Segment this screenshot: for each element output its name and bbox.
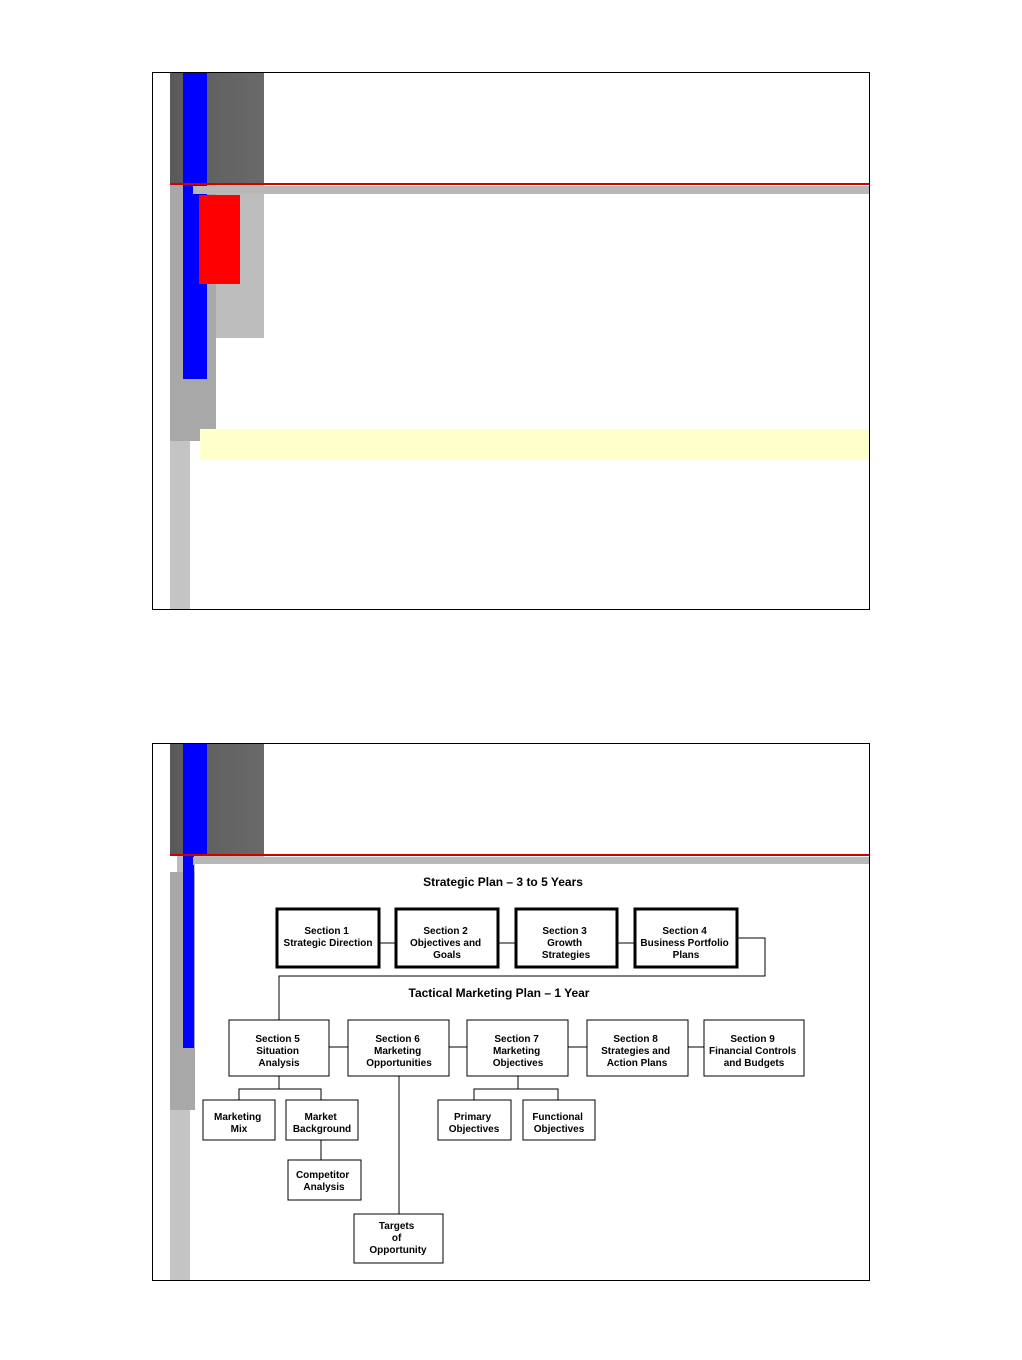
section-5-label: Section 5 Situation Analysis [255, 1034, 300, 1069]
slide-2 [152, 743, 870, 1281]
slide-1 [152, 72, 870, 610]
section-4-label: Section 4 Business Portfolio Plans [640, 926, 729, 961]
functional-objectives-label: Functional Objectives [532, 1112, 585, 1135]
section-9-label: Section 9 Financial Controls and Budgets [708, 1034, 797, 1069]
title-rule-red [170, 183, 870, 185]
title-rule-gray [193, 186, 870, 194]
section-6-label: Section 6 Marketing Opportunities [366, 1034, 432, 1069]
red-block [199, 195, 240, 284]
section-1-label: Section 1 Strategic Direction [283, 926, 373, 949]
tactical-sections [229, 1020, 804, 1076]
tactical-plan-heading: Tactical Marketing Plan – 1 Year [408, 986, 590, 1000]
marketing-mix-label: Marketing Mix [213, 1112, 262, 1135]
market-background-label: Market Background [292, 1112, 352, 1135]
left-light-column [170, 441, 190, 610]
marketing-plan-diagram [153, 744, 870, 1281]
section-8-label: Section 8 Strategies and Action Plans [601, 1034, 671, 1069]
primary-objectives-label: Primary Objectives [448, 1112, 500, 1135]
competitor-analysis-label: Competitor Analysis [295, 1170, 350, 1193]
strategic-plan-heading: Strategic Plan – 3 to 5 Years [423, 875, 583, 889]
section-2-label: Section 2 Objectives and Goals [410, 926, 482, 961]
targets-of-opportunity-label: Targets of Opportunity [369, 1221, 427, 1256]
section-3-label: Section 3 Growth Strategies [541, 926, 591, 961]
yellow-band [200, 429, 870, 460]
section-7-label: Section 7 Marketing Objectives [492, 1034, 544, 1069]
